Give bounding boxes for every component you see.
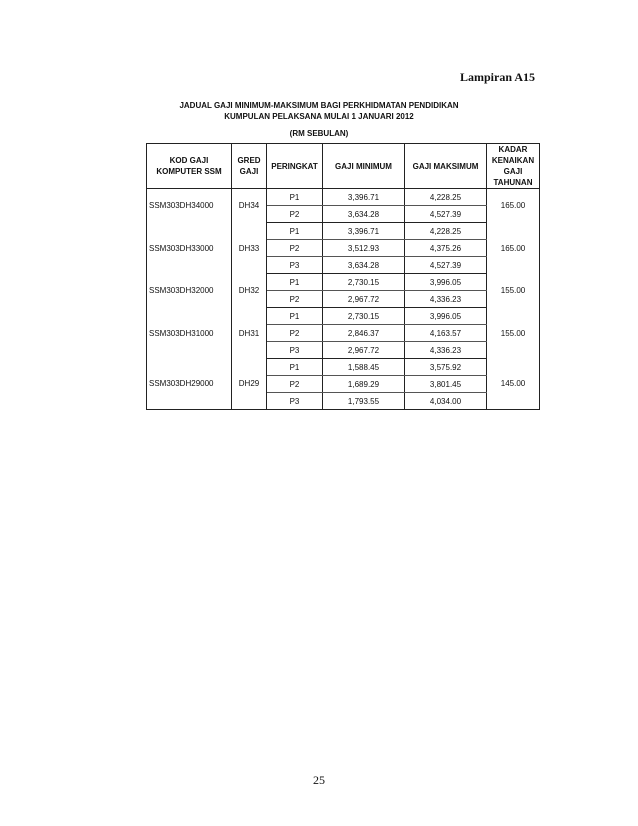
cell-gaji-minimum: 3,512.93 (323, 240, 405, 257)
cell-gaji-maksimum: 4,375.26 (405, 240, 487, 257)
cell-peringkat: P2 (267, 376, 323, 393)
cell-gaji-maksimum: 4,163.57 (405, 325, 487, 342)
cell-gaji-minimum: 2,846.37 (323, 325, 405, 342)
cell-peringkat: P3 (267, 393, 323, 410)
cell-gaji-maksimum: 4,336.23 (405, 291, 487, 308)
table-row (147, 189, 540, 206)
cell-gaji-minimum: 2,967.72 (323, 291, 405, 308)
cell-gred: DH32 (232, 274, 267, 308)
salary-table (146, 143, 540, 410)
cell-kadar: 165.00 (500, 201, 526, 211)
cell-gaji-maksimum: 3,801.45 (405, 376, 487, 393)
cell-gred: DH31 (232, 308, 267, 359)
cell-peringkat: P2 (267, 206, 323, 223)
cell-gred: DH34 (232, 189, 267, 223)
cell-kod: SSM303DH34000 (147, 189, 232, 223)
cell-peringkat: P3 (267, 257, 323, 274)
cell-kod: SSM303DH33000 (147, 223, 232, 274)
cell-peringkat: P1 (267, 359, 323, 376)
cell-gaji-maksimum: 3,575.92 (405, 359, 487, 376)
cell-gaji-maksimum: 3,996.05 (405, 308, 487, 325)
cell-gaji-minimum: 3,634.28 (323, 257, 405, 274)
cell-peringkat: P1 (267, 274, 323, 291)
header-peringkat: PERINGKAT (267, 144, 323, 189)
cell-gred: DH29 (232, 359, 267, 410)
page-number: 25 (313, 773, 325, 787)
table-header-row (147, 144, 540, 189)
table-body (147, 189, 540, 410)
cell-kadar: 155.00 (500, 328, 526, 338)
table-row (147, 359, 540, 376)
cell-gaji-minimum: 1,793.55 (323, 393, 405, 410)
cell-kadar: 155.00 (500, 286, 526, 295)
cell-gred: DH33 (232, 223, 267, 274)
header-gaji-minimum: GAJI MINIMUM (323, 144, 405, 189)
cell-gaji-minimum: 3,634.28 (323, 206, 405, 223)
header-kadar: KADAR KENAIKAN GAJI TAHUNAN (487, 144, 540, 189)
cell-kod: SSM303DH29000 (147, 359, 232, 410)
header-kod: KOD GAJI KOMPUTER SSM (147, 144, 232, 189)
cell-kod: SSM303DH32000 (147, 274, 232, 308)
cell-gaji-maksimum: 4,228.25 (405, 223, 487, 240)
cell-gaji-maksimum: 4,228.25 (405, 189, 487, 206)
table-title: JADUAL GAJI MINIMUM-MAKSIMUM BAGI PERKHIDMATAN PENDIDIKAN (179, 101, 459, 110)
cell-peringkat: P2 (267, 291, 323, 308)
cell-kadar: 165.00 (500, 243, 526, 253)
table-unit: (RM SEBULAN) (289, 129, 349, 138)
cell-peringkat: P1 (267, 308, 323, 325)
cell-kadar: 145.00 (500, 379, 526, 389)
cell-gaji-maksimum: 4,527.39 (405, 206, 487, 223)
table-row (147, 223, 540, 240)
cell-gaji-maksimum: 4,336.23 (405, 342, 487, 359)
cell-gaji-minimum: 1,689.29 (323, 376, 405, 393)
cell-gaji-minimum: 2,730.15 (323, 308, 405, 325)
cell-gaji-maksimum: 4,034.00 (405, 393, 487, 410)
cell-gaji-minimum: 1,588.45 (323, 359, 405, 376)
appendix-label: Lampiran A15 (459, 70, 535, 84)
cell-peringkat: P2 (267, 240, 323, 257)
cell-gaji-maksimum: 4,527.39 (405, 257, 487, 274)
cell-gaji-minimum: 2,730.15 (323, 274, 405, 291)
table-subtitle: KUMPULAN PELAKSANA MULAI 1 JANUARI 2012 (224, 112, 414, 121)
cell-peringkat: P1 (267, 189, 323, 206)
cell-gaji-minimum: 3,396.71 (323, 223, 405, 240)
header-gred: GRED GAJI (232, 144, 267, 189)
header-gaji-maksimum: GAJI MAKSIMUM (405, 144, 487, 189)
cell-gaji-minimum: 3,396.71 (323, 189, 405, 206)
cell-peringkat: P2 (267, 325, 323, 342)
cell-peringkat: P3 (267, 342, 323, 359)
cell-kod: SSM303DH31000 (147, 308, 232, 359)
table-row (147, 274, 540, 291)
cell-peringkat: P1 (267, 223, 323, 240)
cell-gaji-maksimum: 3,996.05 (405, 274, 487, 291)
table-row (147, 308, 540, 325)
cell-gaji-minimum: 2,967.72 (323, 342, 405, 359)
